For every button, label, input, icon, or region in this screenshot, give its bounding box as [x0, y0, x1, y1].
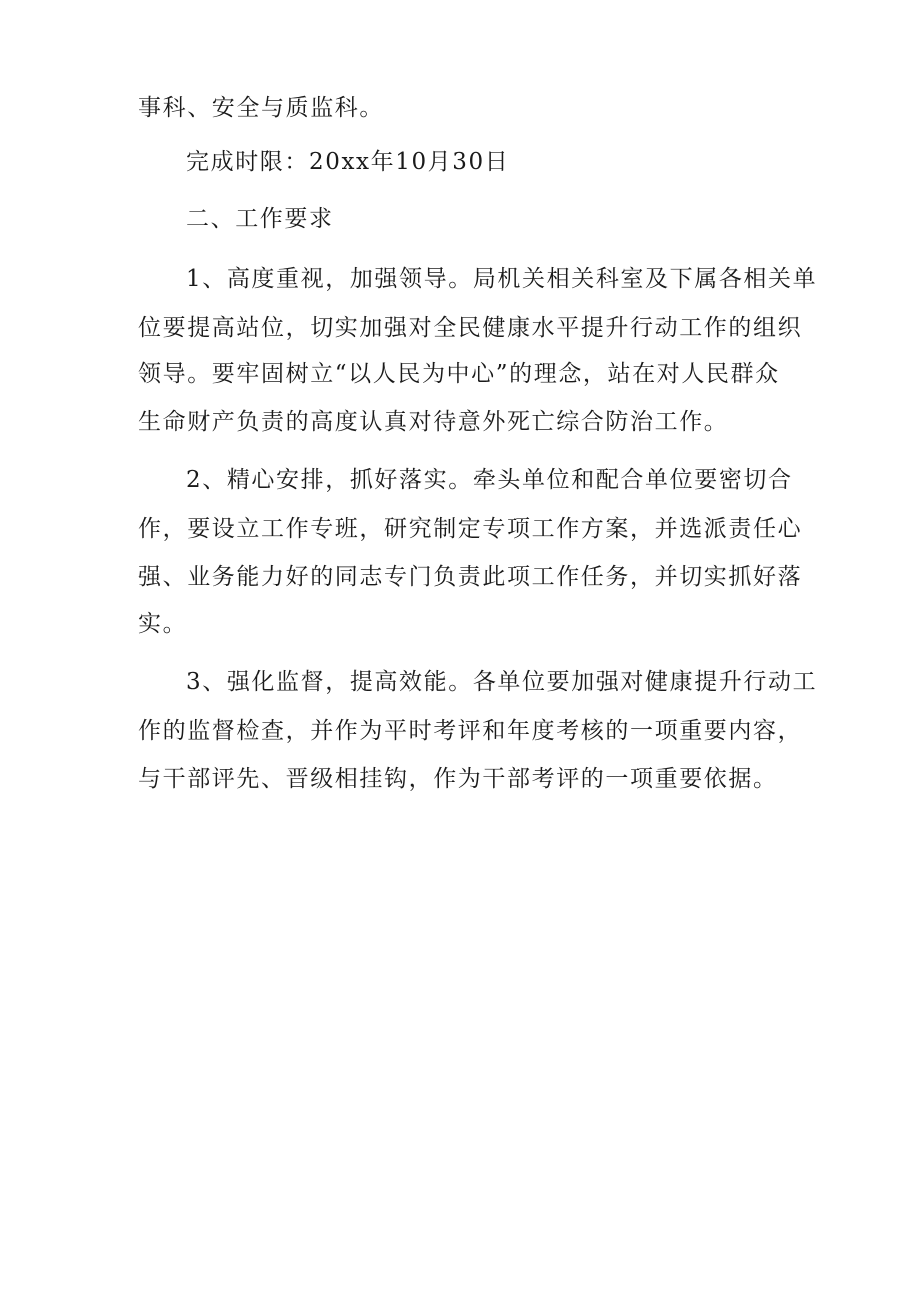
item-3-line-3: 与干部评先、晋级相挂钩，作为干部考评的一项重要依据。: [138, 766, 778, 792]
item-2-line-4: 实。: [138, 611, 188, 637]
item-3-line-1: 3、强化监督，提高效能。各单位要加强对健康提升行动工: [186, 669, 818, 695]
section-heading: 二、工作要求: [186, 206, 334, 232]
item-2-line-3: 强、业务能力好的同志专门负责此项工作任务，并切实抓好落: [138, 564, 803, 590]
item-1-line-2: 位要提高站位，切实加强对全民健康水平提升行动工作的组织: [138, 315, 803, 341]
item-1-line-4: 生命财产负责的高度认真对待意外死亡综合防治工作。: [138, 409, 729, 435]
item-1-line-1: 1、高度重视，加强领导。局机关相关科室及下属各相关单: [186, 266, 818, 292]
item-2-line-2: 作，要设立工作专班，研究制定专项工作方案，并选派责任心: [138, 516, 803, 542]
paragraph-continuation: 事科、安全与质监科。: [138, 95, 384, 121]
item-3-line-2: 作的监督检查，并作为平时考评和年度考核的一项重要内容，: [138, 718, 803, 744]
item-1-line-3: 领导。要牢固树立“以人民为中心”的理念，站在对人民群众: [138, 361, 780, 387]
deadline-line: 完成时限：20xx年10月30日: [186, 149, 510, 175]
item-2-line-1: 2、精心安排，抓好落实。牵头单位和配合单位要密切合: [186, 467, 793, 493]
